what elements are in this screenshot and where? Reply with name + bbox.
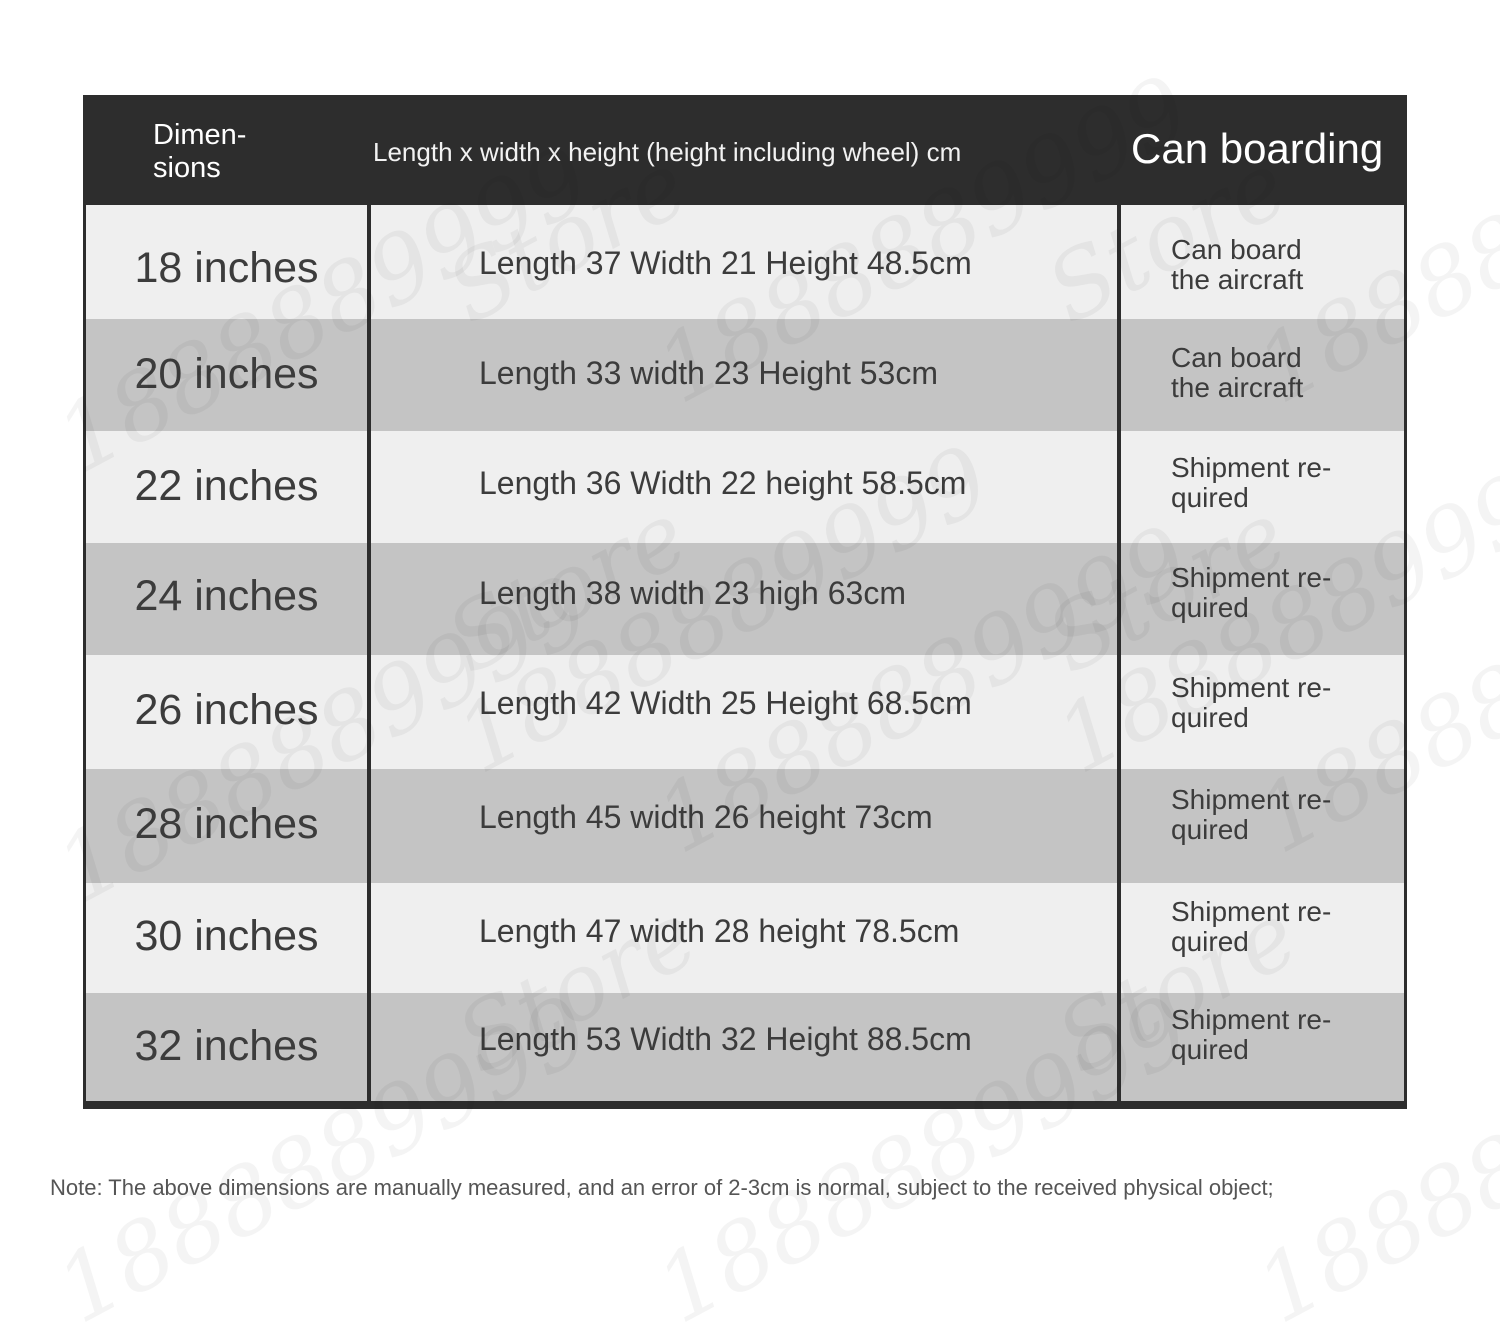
size-cell	[86, 205, 367, 319]
size-cell	[86, 883, 367, 993]
measurement-cell	[371, 205, 1117, 319]
measurement-cell	[371, 655, 1117, 769]
measurement-cell	[371, 319, 1117, 431]
size-cell	[86, 543, 367, 655]
table-row	[86, 883, 1404, 993]
boarding-label: Shipment re- quired	[1171, 672, 1332, 733]
measurement-label: Length 45 width 26 height 73cm	[479, 799, 933, 835]
boarding-label: Shipment re- quired	[1171, 784, 1332, 845]
boarding-cell	[1121, 883, 1404, 993]
size-cell	[86, 655, 367, 769]
boarding-label: Can board the aircraft	[1171, 342, 1304, 403]
size-label: 20 inches	[134, 350, 319, 398]
measurement-cell	[371, 543, 1117, 655]
table-row	[86, 431, 1404, 543]
table-row	[86, 655, 1404, 769]
boarding-label: Shipment re- quired	[1171, 1004, 1332, 1065]
table-row	[86, 543, 1404, 655]
footnote: Note: The above dimensions are manually measured, and an error of 2-3cm is normal, subject to the received physical object;	[50, 1175, 1274, 1200]
boarding-cell	[1121, 993, 1404, 1101]
boarding-label: Can board the aircraft	[1171, 234, 1304, 295]
table-header	[83, 95, 1407, 202]
boarding-cell	[1121, 769, 1404, 883]
boarding-cell	[1121, 655, 1404, 769]
size-cell	[86, 769, 367, 883]
measurement-cell	[371, 883, 1117, 993]
table-row	[86, 769, 1404, 883]
boarding-label: Shipment re- quired	[1171, 452, 1332, 513]
size-table	[83, 95, 1407, 1109]
table-row	[86, 993, 1404, 1101]
measurement-label: Length 53 Width 32 Height 88.5cm	[479, 1021, 972, 1057]
boarding-cell	[1121, 543, 1404, 655]
table-row	[86, 319, 1404, 431]
size-cell	[86, 431, 367, 543]
size-label: 32 inches	[134, 1022, 319, 1070]
boarding-cell	[1121, 205, 1404, 319]
size-label: 18 inches	[134, 244, 319, 292]
measurement-cell	[371, 993, 1117, 1101]
size-cell	[86, 993, 367, 1101]
measurement-cell	[371, 431, 1117, 543]
size-cell	[86, 319, 367, 431]
boarding-cell	[1121, 431, 1404, 543]
measurement-cell	[371, 769, 1117, 883]
measurement-label: Length 38 width 23 high 63cm	[479, 575, 906, 611]
size-label: 30 inches	[134, 912, 319, 960]
header-measurements: Length x width x height (height including wheel) cm	[373, 137, 962, 167]
measurement-label: Length 36 Width 22 height 58.5cm	[479, 465, 967, 501]
header-dimensions: Dimen- sions	[153, 119, 247, 184]
size-label: 28 inches	[134, 800, 319, 848]
header-boarding: Can boarding	[1131, 125, 1384, 172]
size-label: 26 inches	[134, 686, 319, 734]
size-label: 22 inches	[134, 462, 319, 510]
measurement-label: Length 37 Width 21 Height 48.5cm	[479, 245, 972, 281]
table-row	[86, 205, 1404, 319]
measurement-label: Length 47 width 28 height 78.5cm	[479, 913, 960, 949]
boarding-label: Shipment re- quired	[1171, 562, 1332, 623]
measurement-label: Length 42 Width 25 Height 68.5cm	[479, 685, 972, 721]
boarding-label: Shipment re- quired	[1171, 896, 1332, 957]
measurement-label: Length 33 width 23 Height 53cm	[479, 355, 938, 391]
boarding-cell	[1121, 319, 1404, 431]
size-label: 24 inches	[134, 572, 319, 620]
